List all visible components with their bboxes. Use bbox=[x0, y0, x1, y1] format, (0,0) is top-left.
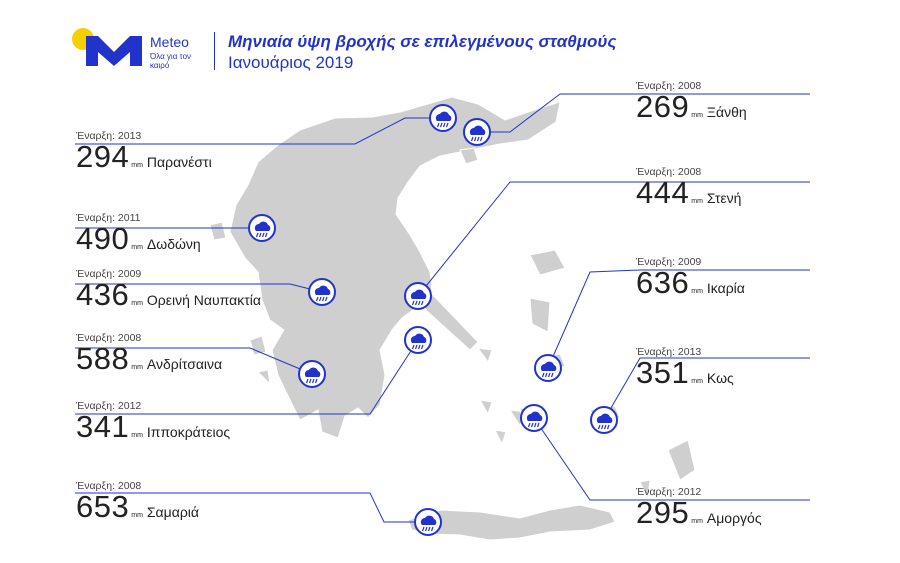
station-rainfall-unit: mm bbox=[131, 162, 143, 169]
station-start-year: Έναρξη: 2011 bbox=[76, 212, 141, 224]
station-rainfall-unit: mm bbox=[691, 112, 703, 119]
station-rainfall-value: 636 bbox=[636, 265, 690, 300]
station-rainfall-value: 444 bbox=[636, 175, 690, 210]
station-start-year: Έναρξη: 2008 bbox=[76, 480, 142, 492]
station-rainfall-value: 295 bbox=[636, 495, 690, 530]
station-start-year: Έναρξη: 2009 bbox=[76, 268, 142, 280]
page-title: Μηνιαία ύψη βροχής σε επιλεγμένους σταθμούς bbox=[228, 32, 617, 51]
station-rainfall-value: 294 bbox=[76, 139, 130, 174]
station-start-year: Έναρξη: 2012 bbox=[636, 486, 702, 498]
station-label-nafpaktia bbox=[76, 268, 261, 319]
station-label-amorgos bbox=[636, 486, 762, 537]
station-rainfall-unit: mm bbox=[131, 512, 143, 519]
station-name: Ιπποκράτειος bbox=[146, 424, 231, 440]
station-name: Κως bbox=[706, 370, 734, 386]
rain-cloud-icon bbox=[309, 279, 335, 305]
rain-cloud-icon bbox=[464, 119, 490, 145]
rain-cloud-icon bbox=[521, 405, 547, 431]
island-limnos bbox=[530, 250, 565, 275]
station-start-year: Έναρξη: 2013 bbox=[636, 346, 702, 358]
station-rainfall-unit: mm bbox=[691, 288, 703, 295]
station-rainfall-unit: mm bbox=[691, 518, 703, 525]
station-label-xanthi bbox=[636, 80, 747, 131]
station-name: Ξάνθη bbox=[706, 104, 747, 120]
rain-cloud-icon bbox=[405, 327, 431, 353]
station-label-hippocrates bbox=[76, 400, 230, 451]
station-label-kos bbox=[636, 346, 734, 397]
station-start-year: Έναρξη: 2013 bbox=[76, 130, 142, 142]
station-start-year: Έναρξη: 2008 bbox=[636, 80, 702, 92]
station-label-steni bbox=[636, 166, 741, 217]
station-start-year: Έναρξη: 2008 bbox=[76, 332, 142, 344]
mainland-greece bbox=[230, 97, 560, 438]
station-rainfall-unit: mm bbox=[131, 244, 143, 251]
station-name: Παρανέστι bbox=[146, 154, 212, 170]
station-rainfall-value: 653 bbox=[76, 489, 130, 524]
station-name: Ικαρία bbox=[706, 280, 745, 296]
station-name: Αμοργός bbox=[706, 510, 762, 526]
brand-name: Meteo bbox=[150, 34, 189, 50]
station-label-samaria bbox=[76, 480, 199, 531]
page-subtitle: Ιανουάριος 2019 bbox=[228, 53, 354, 72]
station-rainfall-unit: mm bbox=[691, 378, 703, 385]
station-start-year: Έναρξη: 2012 bbox=[76, 400, 142, 412]
rain-cloud-icon bbox=[249, 215, 275, 241]
station-name: Στενή bbox=[706, 190, 742, 206]
island-cyclades-3 bbox=[495, 430, 506, 444]
station-start-year: Έναρξη: 2008 bbox=[636, 166, 702, 178]
station-rainfall-value: 351 bbox=[636, 355, 690, 390]
station-rainfall-value: 341 bbox=[76, 409, 130, 444]
rain-cloud-icon bbox=[535, 355, 561, 381]
station-start-year: Έναρξη: 2009 bbox=[636, 256, 702, 268]
rain-cloud-icon bbox=[415, 509, 441, 535]
station-name: Ανδρίτσαινα bbox=[146, 356, 223, 372]
station-rainfall-unit: mm bbox=[131, 300, 143, 307]
station-rainfall-value: 490 bbox=[76, 221, 130, 256]
station-name: Σαμαριά bbox=[146, 504, 199, 520]
station-rainfall-value: 269 bbox=[636, 89, 690, 124]
island-zakynthos bbox=[258, 370, 270, 384]
station-rainfall-unit: mm bbox=[131, 432, 143, 439]
island-lesvos bbox=[530, 298, 550, 332]
island-kefalonia bbox=[250, 336, 266, 355]
island-skyros bbox=[478, 348, 492, 362]
island-cyclades-1 bbox=[480, 400, 492, 414]
brand-tagline: Όλα για τον καιρό bbox=[150, 52, 192, 70]
rain-cloud-icon bbox=[430, 105, 456, 131]
station-label-ikaria bbox=[636, 256, 745, 307]
station-label-andritsaina bbox=[76, 332, 222, 383]
rain-cloud-icon bbox=[299, 361, 325, 387]
land-layer bbox=[210, 97, 695, 540]
rain-cloud-icon bbox=[405, 283, 431, 309]
island-corfu bbox=[210, 222, 226, 240]
station-name: Δωδώνη bbox=[146, 236, 201, 252]
station-name: Ορεινή Ναυπακτία bbox=[146, 292, 261, 308]
station-rainfall-unit: mm bbox=[131, 364, 143, 371]
station-rainfall-value: 588 bbox=[76, 341, 130, 376]
rain-cloud-icon bbox=[591, 407, 617, 433]
station-label-parenesti bbox=[76, 130, 212, 181]
station-rainfall-unit: mm bbox=[691, 198, 703, 205]
station-rainfall-value: 436 bbox=[76, 277, 130, 312]
island-thasos bbox=[460, 148, 478, 164]
connector-line-steni bbox=[418, 182, 810, 296]
island-rhodes bbox=[668, 440, 695, 480]
station-label-dodoni bbox=[76, 212, 201, 263]
